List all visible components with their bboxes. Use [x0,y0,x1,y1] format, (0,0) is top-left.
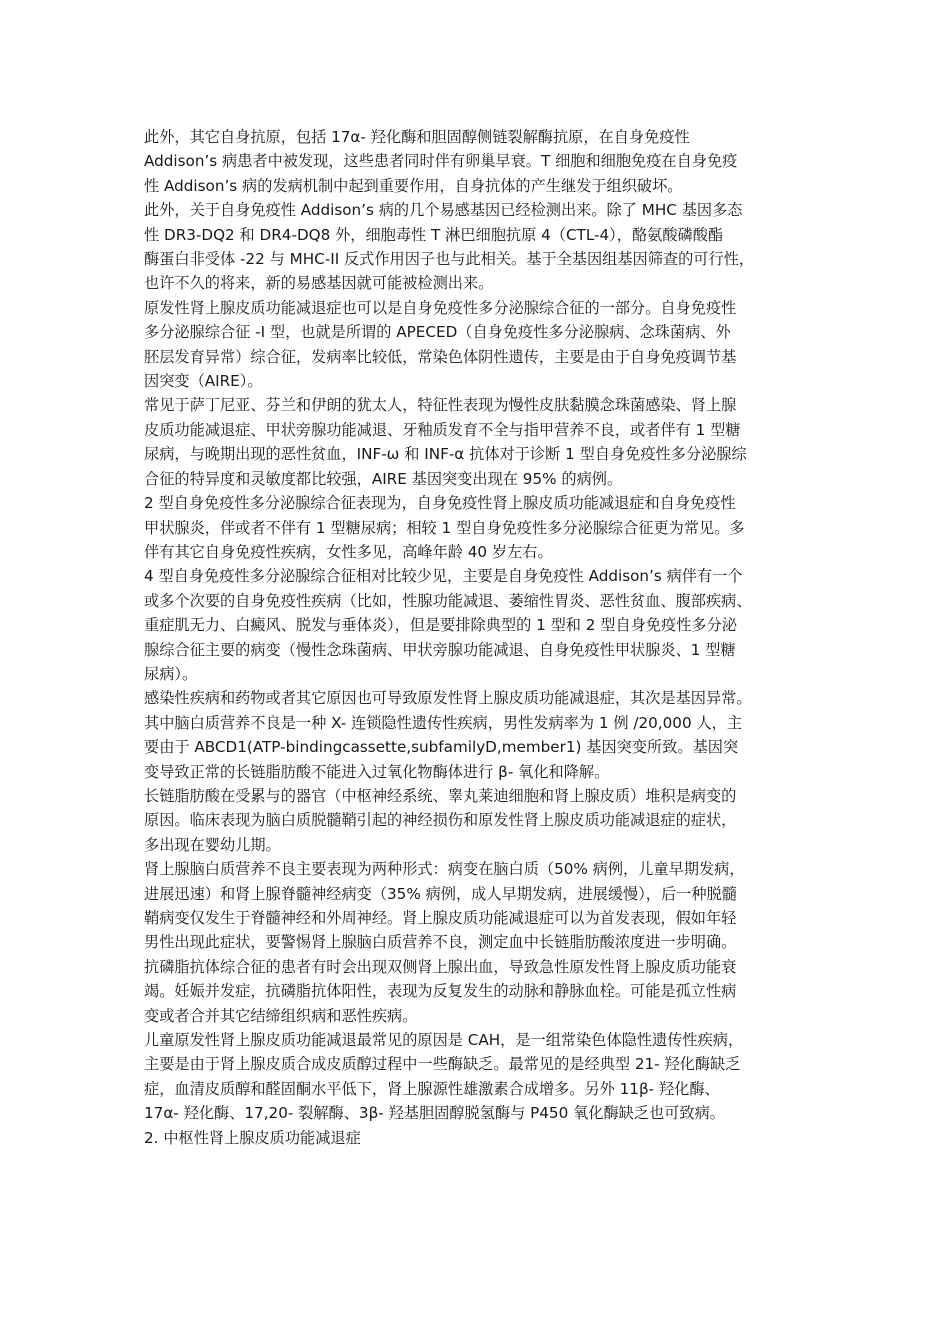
paragraph-long-chain-fatty-acids: 长链脂肪酸在受累与的器官（中枢神经系统、睾丸莱迪细胞和肾上腺皮质）堆积是病变的 原因。临床表现为脑白质脱髓鞘引起的神经损伤和原发性肾上腺皮质功能减退症的症状， 多出现在婴幼儿期。 [144,786,737,854]
paragraph-antiphospholipid: 抗磷脂抗体综合征的患者有时会出现双侧肾上腺出血，导致急性原发性肾上腺皮质功能衰 竭。妊娠并发症，抗磷脂抗体阳性，表现为反复发生的动脉和静脉血栓。可能是孤立性病 变或者合并其它结缔组织病和恶性疾病。 [144,957,737,1025]
paragraph-type2: 2 型自身免疫性多分泌腺综合征表现为，自身免疫性肾上腺皮质功能减退症和自身免疫性 甲状腺炎，伴或者不伴有 1 型糖尿病；相较 1 型自身免疫性多分泌腺综合征更为常见。多 伴有其它自身免疫性疾病，女性多见，高峰年龄 40 岁左右。 [144,494,745,561]
paragraph-apeced: 原发性肾上腺皮质功能减退症也可以是自身免疫性多分泌腺综合征的一部分。自身免疫性 多分泌腺综合征 -I 型，也就是所谓的 APECED（自身免疫性多分泌腺病、念珠菌病、外 胚层发育异常）综合征，发病率比较低，常染色体阴性遗传，主要是由于自身免疫调节基 因突变（AIRE）。 [144,298,737,391]
paragraph-infection-adrenoleukodystrophy: 感染性疾病和药物或者其它原因也可导致原发性肾上腺皮质功能减退症，其次是基因异常。 其中脑白质营养不良是一种 X- 连锁隐性遗传性疾病，男性发病率为 1 例 /20,000 人，主 要由于 ABCD1(ATP-bindingcassette,subfamilyD,member1) 基因突变所致。基因突 变导致正常的长链脂肪酸不能进入过氧化物酶体进行 β- 氧化和降解。 [144,689,752,781]
document-page [144,125,812,1150]
paragraph-type1-features: 常见于萨丁尼亚、芬兰和伊朗的犹太人，特征性表现为慢性皮肤黏膜念珠菌感染、肾上腺 皮质功能减退症、甲状旁腺功能减退、牙釉质发育不全与指甲营养不良，或者伴有 1 型糖 尿病，与晚期出现的恶性贫血，INF-ω 和 INF-α 抗体对于诊断 1 型自身免疫性多分泌腺综 合征的特异度和灵敏度都比较强，AIRE 基因突变出现在 95% 的病例。 [144,396,747,488]
paragraph-autoantigens: 此外，其它自身抗原，包括 17α- 羟化酶和胆固醇侧链裂解酶抗原，在自身免疫性 Addison’s 病患者中被发现，这些患者同时伴有卵巢早衰。T 细胞和细胞免疫在自身免疫 性 Addison’s 病的发病机制中起到重要作用，自身抗体的产生继发于组织破坏。 [144,128,738,195]
paragraph-ald-forms: 肾上腺脑白质营养不良主要表现为两种形式：病变在脑白质（50% 病例，儿童早期发病， 进展迅速）和肾上腺脊髓神经病变（35% 病例，成人早期发病，进展缓慢），后一种脱髓 鞘病变仅发生于脊髓神经和外周神经。肾上腺皮质功能减退症可以为首发表现，假如年轻 男性出现此症状，要警惕肾上腺脑白质营养不良，测定血中长链脂肪酸浓度进一步明确。 [144,860,745,952]
paragraph-type4: 4 型自身免疫性多分泌腺综合征相对比较少见，主要是自身免疫性 Addison’s 病伴有一个 或多个次要的自身免疫性疾病（比如，性腺功能减退、萎缩性胃炎、恶性贫血、腹部疾病、 重症肌无力、白癜风、脱发与垂体炎），但是要排除典型的 1 型和 2 型自身免疫性多分泌 腺综合征主要的病变（慢性念珠菌病、甲状旁腺功能减退、自身免疫性甲状腺炎、1 型糖 尿病）。 [144,567,752,683]
paragraph-susceptibility-genes: 此外，关于自身免疫性 Addison’s 病的几个易感基因已经检测出来。除了 MHC 基因多态 性 DR3-DQ2 和 DR4-DQ8 外，细胞毒性 T 淋巴细胞抗原 4（CTL-4），酪氨酸磷酸酯 酶蛋白非受体 -22 与 MHC-II 反式作用因子也与此相关。基于全基因组基因筛查的可行性， 也许不久的将来，新的易感基因就可能被检测出来。 [144,201,755,293]
paragraph-cah: 儿童原发性肾上腺皮质功能减退最常见的原因是 CAH，是一组常染色体隐性遗传性疾病， 主要是由于肾上腺皮质合成皮质醇过程中一些酶缺乏。最常见的是经典型 21- 羟化酶缺乏 症，血清皮质醇和醛固酮水平低下，肾上腺源性雄激素合成增多。另外 11β- 羟化酶、 17α- 羟化酶、17,20- 裂解酶、3β- 羟基胆固醇脱氢酶与 P450 氧化酶缺乏也可致病。 [144,1031,744,1123]
section-heading: 2. 中枢性肾上腺皮质功能减退症 [144,1128,361,1147]
